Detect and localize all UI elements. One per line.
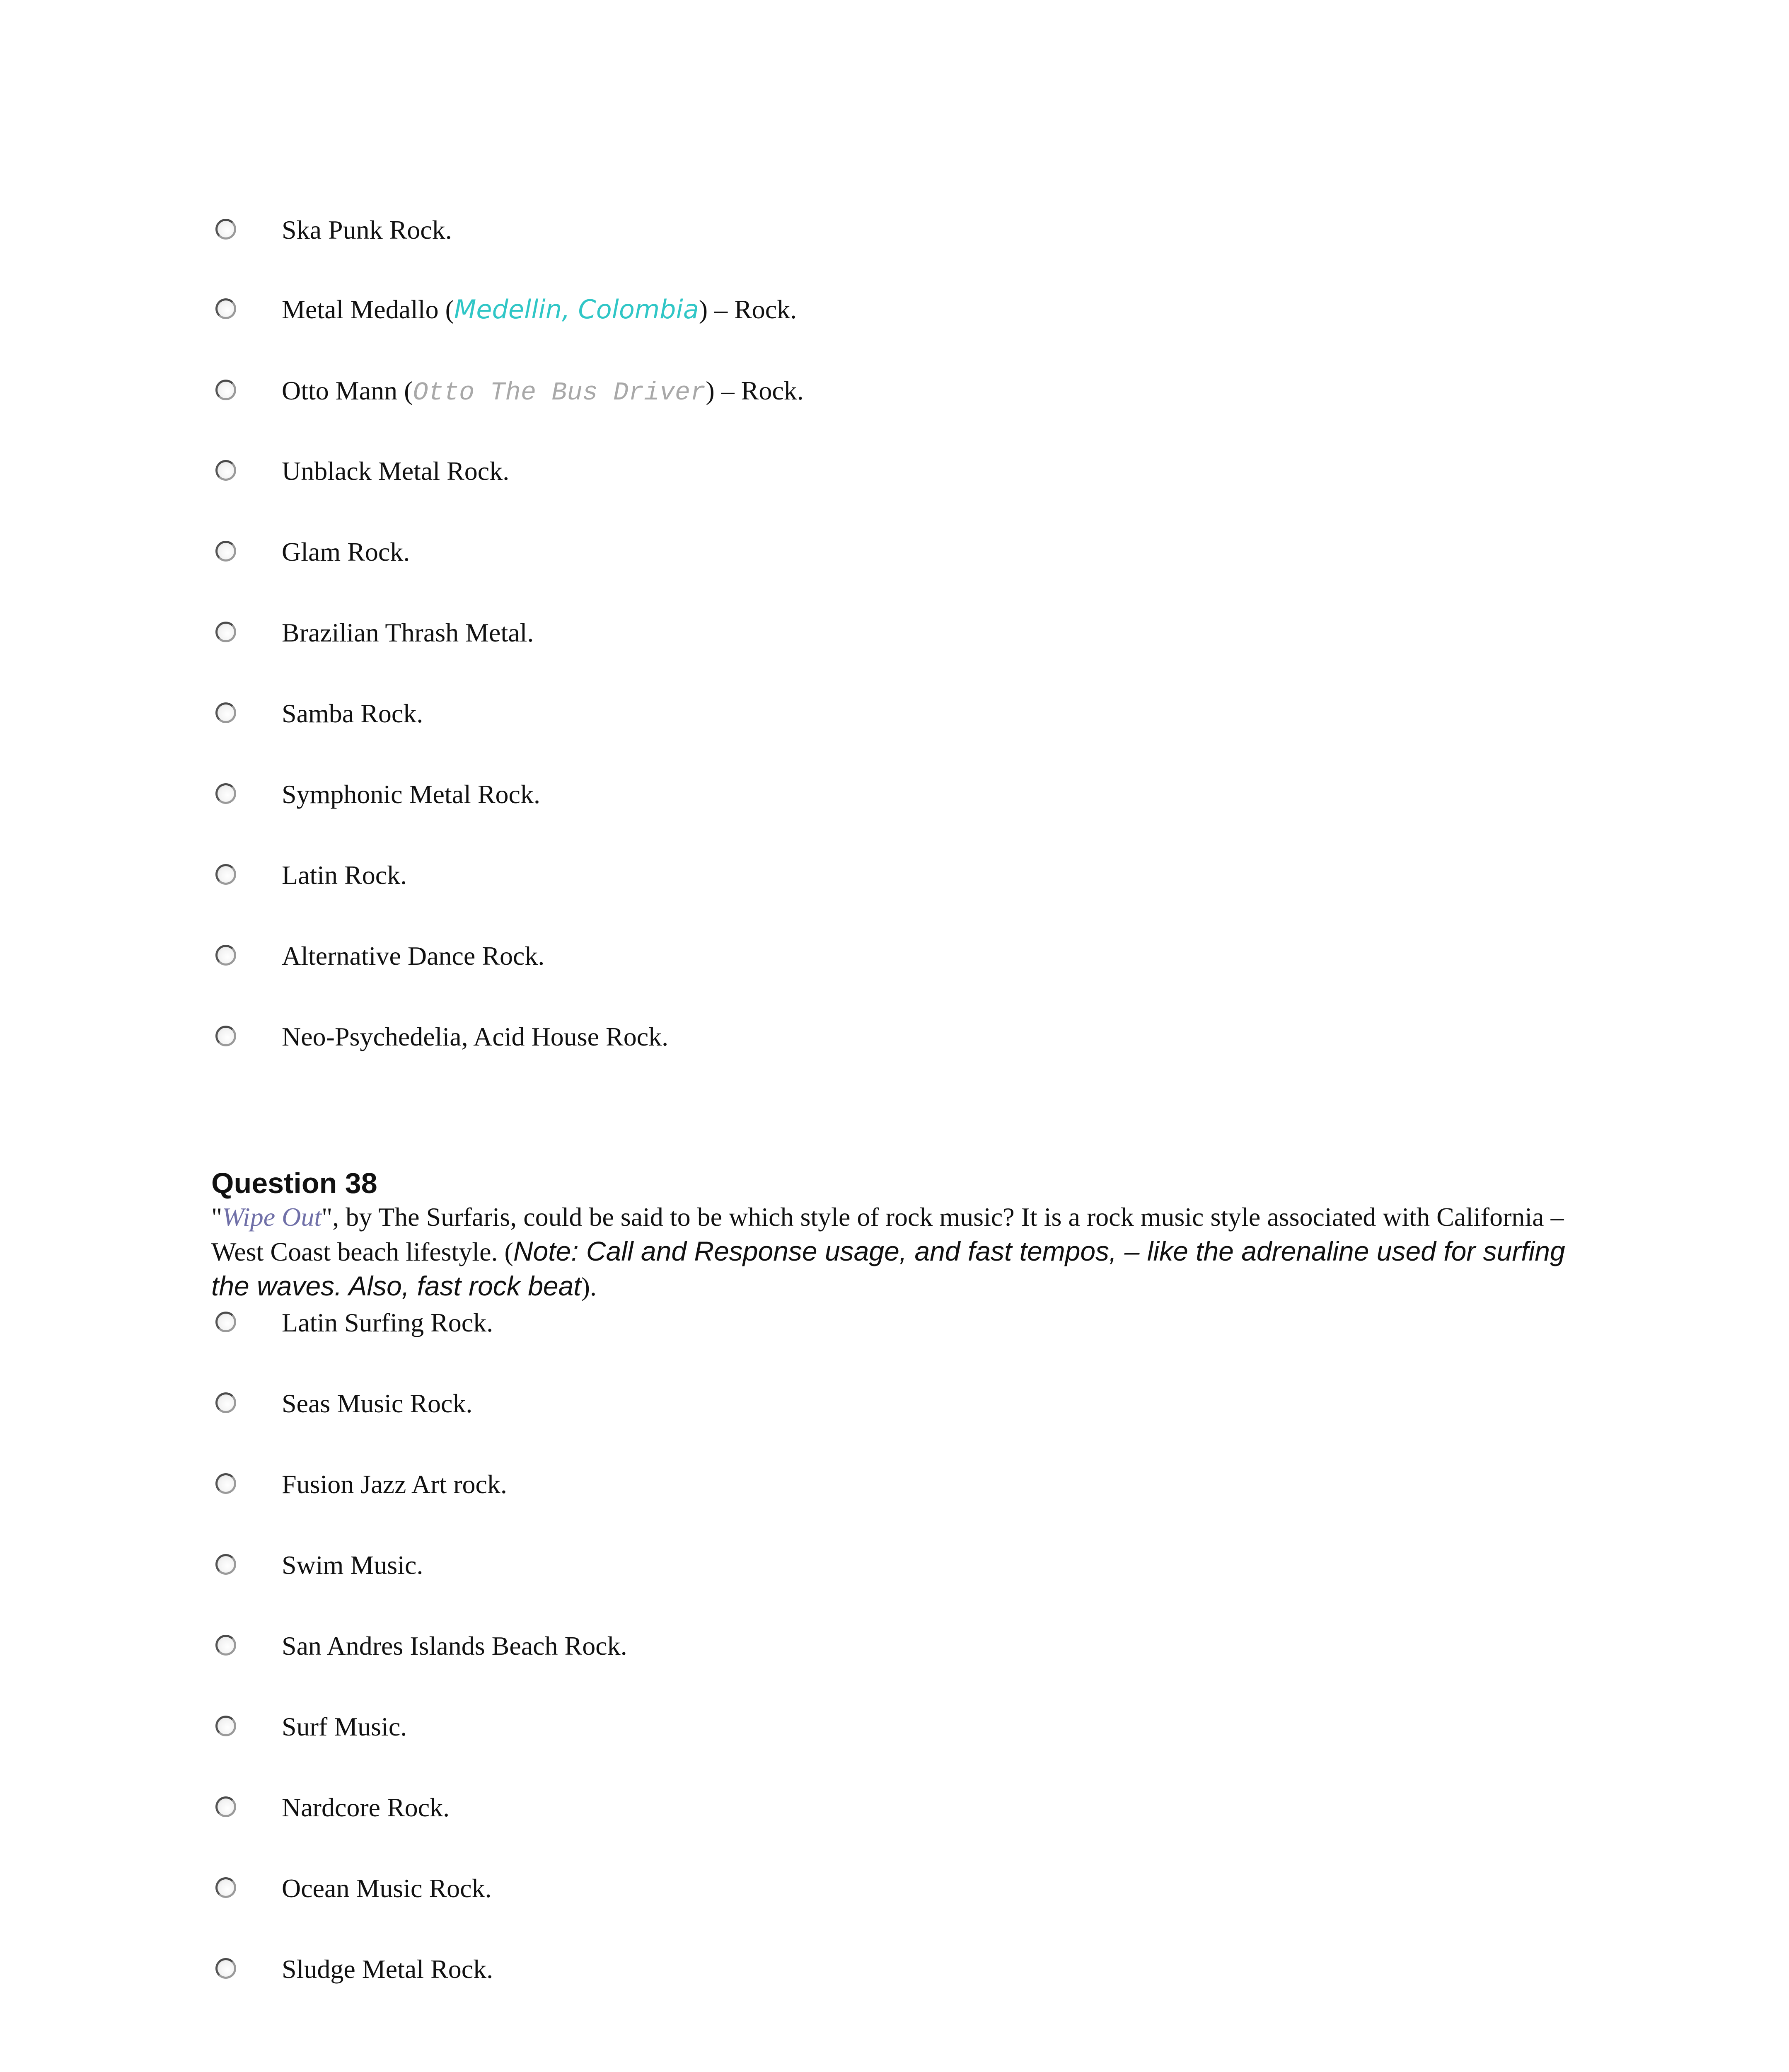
radio-button[interactable] [215, 622, 236, 642]
radio-button[interactable] [215, 380, 236, 400]
option-text: ) – Rock. [699, 295, 797, 324]
radio-button[interactable] [215, 1392, 236, 1413]
option-label: Neo-Psychedelia, Acid House Rock. [282, 1022, 669, 1051]
radio-button[interactable] [215, 1473, 236, 1494]
radio-button[interactable] [215, 541, 236, 562]
radio-button[interactable] [215, 945, 236, 966]
radio-button[interactable] [215, 1877, 236, 1898]
radio-button[interactable] [215, 1026, 236, 1046]
option-text: Otto Mann ( [282, 376, 413, 405]
option-label: Nardcore Rock. [282, 1793, 450, 1822]
option-label: Sludge Metal Rock. [282, 1954, 493, 1984]
radio-button[interactable] [215, 1635, 236, 1656]
option-label: Fusion Jazz Art rock. [282, 1469, 507, 1499]
option-label: Ocean Music Rock. [282, 1874, 492, 1903]
option-text: Metal Medallo ( [282, 295, 454, 324]
medellin-link[interactable]: Medellin, Colombia [454, 294, 699, 324]
option-label: Symphonic Metal Rock. [282, 779, 540, 809]
option-label [282, 372, 804, 411]
radio-button[interactable] [215, 702, 236, 723]
radio-button[interactable] [215, 1796, 236, 1817]
question-note: Note: Call and Response usage, and fast tempos, – like the adrenaline used for surfing the waves. Also, fast rock beat [211, 1236, 1565, 1301]
wipe-out-link[interactable]: Wipe Out [222, 1202, 322, 1232]
radio-button[interactable] [215, 298, 236, 319]
option-label: Surf Music. [282, 1712, 407, 1741]
quote-open: " [211, 1202, 222, 1232]
option-label: Glam Rock. [282, 537, 410, 566]
otto-link[interactable]: Otto The Bus Driver [413, 378, 706, 407]
option-label: Latin Rock. [282, 860, 407, 890]
question-text [211, 1200, 1579, 1304]
radio-button[interactable] [215, 460, 236, 481]
option-label: Samba Rock. [282, 699, 423, 728]
radio-button[interactable] [215, 1312, 236, 1332]
question-body: ", by The Surfaris, could be said to be which style of rock music? It is a rock music style associated with California – West Coast beach lifestyle. ( [211, 1202, 1564, 1266]
option-label: San Andres Islands Beach Rock. [282, 1631, 627, 1661]
radio-button[interactable] [215, 1716, 236, 1736]
option-label: Brazilian Thrash Metal. [282, 618, 534, 647]
radio-button[interactable] [215, 219, 236, 240]
option-label: Ska Punk Rock. [282, 215, 452, 244]
radio-button[interactable] [215, 1958, 236, 1979]
radio-button[interactable] [215, 864, 236, 885]
option-label [282, 291, 797, 328]
option-text: ) – Rock. [706, 376, 804, 405]
option-label: Seas Music Rock. [282, 1389, 473, 1418]
option-label: Unblack Metal Rock. [282, 456, 510, 486]
option-label: Alternative Dance Rock. [282, 941, 545, 971]
question-end: ). [581, 1272, 597, 1301]
option-label: Swim Music. [282, 1550, 423, 1580]
radio-button[interactable] [215, 1554, 236, 1575]
option-label: Latin Surfing Rock. [282, 1308, 493, 1337]
question-title: Question 38 [211, 1167, 377, 1199]
radio-button[interactable] [215, 783, 236, 804]
